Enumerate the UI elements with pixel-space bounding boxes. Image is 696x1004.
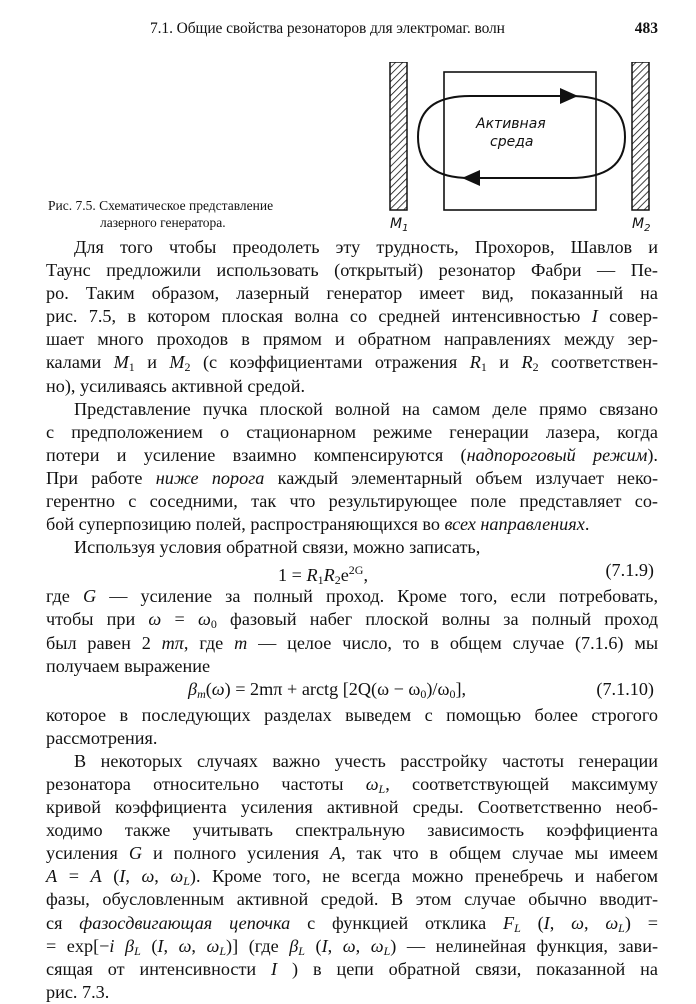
caption-line-1: Рис. 7.5. Схематическое представление [48,198,274,213]
p4-line: усиления G и полного усиления A, так что в общем случае мы имеем [46,843,659,864]
p1-line: ро. Таким образом, лазерный генератор имеет вид, показанный на [46,283,658,304]
p2-line: При работе ниже порога каждый элементарный объем излучает неко- [46,467,659,488]
page-number: 483 [634,20,658,37]
running-header [0,20,696,44]
medium-label-1: Активная [476,116,546,132]
figure-caption [48,197,273,231]
mirror2-label: $M_2$ [632,216,651,232]
p4-line: В некоторых случаях важно учесть расстройку частоты генерации [74,750,658,771]
p3-line: рассмотрения. [46,727,158,748]
p1-line: шает много проходов в прямом и обратном направлениях между зер- [46,329,658,350]
equation-7-1-10 [46,678,658,704]
p2-line: с предположением о стационарном режиме генерации лазера, когда [46,421,658,442]
laser-figure [360,62,670,232]
body-text [46,236,658,1004]
p4-line: кривой коэффициента усиления активной среды. Соответственно необ- [46,797,658,818]
equation-formula: $1 = R_1R_2e^{2G}$, [278,563,368,588]
p4-line: рис. 7.3. [46,981,110,1002]
mirror-m2 [632,62,649,210]
p2-line: бой суперпозицию полей, распространяющихся во всех направлениях. [46,514,590,535]
p4-line: ходимо также учитывать спектральную зависимость коэффициента [46,820,658,841]
medium-label-2: среда [490,134,534,150]
p2-line: потери и усиление взаимно компенсируются (надпороговый режим). [46,444,658,465]
p2-line: герентно с соседними, так что результирующее поле представляет со- [46,491,658,512]
p1-line: рис. 7.5, в котором плоская волна со средней интенсивностью I совер- [46,306,658,327]
p3-line: Используя условия обратной связи, можно записать, [74,537,481,558]
p4-line: A = A (I, ω, $\omega_L$). Кроме того, не всегда можно пренебречь и набегом [46,866,659,889]
mirror-m1 [390,62,407,210]
p2-line: Представление пучка плоской волной на самом деле прямо связано [74,398,658,419]
equation-number: (7.1.10) [596,678,654,699]
p3-line: был равен 2 mπ, где m — целое число, то в общем случае (7.1.6) мы [46,632,659,653]
p3-line: где G — усиление за полный проход. Кроме того, если потребовать, [46,586,658,607]
p4-line: = exp[−i $\beta_L$ (I, ω, $\omega_L$)] (где $\beta_L$ (I, ω, $\omega_L$) — нелинейная функция, зави- [46,935,659,958]
equation-7-1-9 [46,559,658,588]
beam-right [570,96,625,178]
header-title: 7.1. Общие свойства резонаторов для электромаг. волн [150,20,505,37]
equation-formula: $\beta_m(\omega) = 2m\pi$ + arctg $[2Q(\omega - \omega_0)/\omega_0]$, [188,678,467,701]
caption-line-2: лазерного генератора. [100,215,226,230]
p3-line: которое в последующих разделах выведем с помощью более строгого [46,704,658,725]
p4-line: фазы, обусловленным активной средой. В этом случае обычно вводит- [46,889,658,910]
p4-line: сящая от интенсивности I ) в цепи обратной связи, показанной на [46,958,658,979]
p1-line: калами $M_1$ и $M_2$ (с коэффициентами отражения $R_1$ и $R_2$ соответствен- [46,352,659,375]
laser-diagram [360,62,670,232]
p1-line: Таунс предложили использовать (открытый) резонатор Фабри — Пе- [46,260,658,281]
p4-line: ся фазосдвигающая цепочка с функцией отклика $F_L$ (I, ω, $\omega_L$) = [46,912,659,935]
p1-line: Для того чтобы преодолеть эту трудность, Прохоров, Шавлов и [74,237,658,257]
p3-line: получаем выражение [46,655,211,676]
mirror1-label: $M_1$ [390,216,409,232]
p1-line: но), усиливаясь активной средой. [46,375,306,396]
equation-number: (7.1.9) [605,560,654,581]
p3-line: чтобы при $\omega = \omega_0$ фазовый набег плоской волны за полный проход [46,609,659,632]
p4-line: резонатора относительно частоты $\omega_L$, соответствующей максимуму [46,773,658,796]
